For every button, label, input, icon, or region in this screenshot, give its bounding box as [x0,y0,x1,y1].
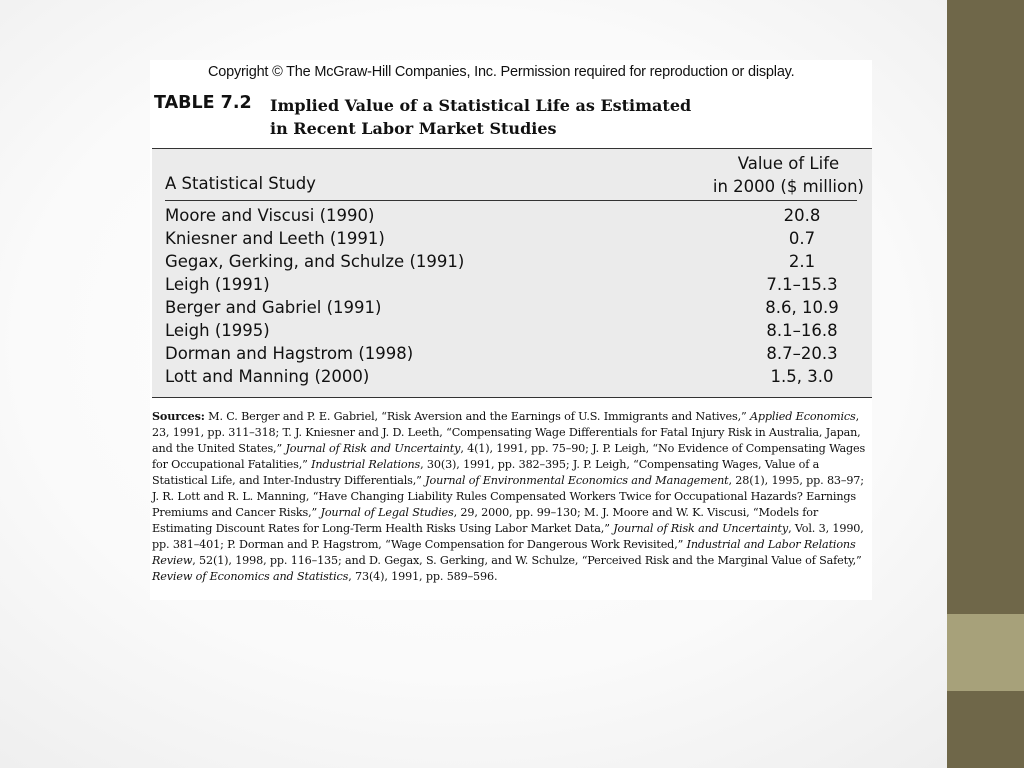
value-cell: 8.6, 10.9 [765,298,839,317]
journal-title: Review of Economics and Statistics [152,570,349,583]
sidebar-accent-block [947,614,1024,691]
sources-text: , Vol. 3, 1990, pp. 381–401; P. Dorman and P. Hagstrom, “Wage Compensation for Dangerous Work Revisited,” [152,522,864,551]
journal-title: Applied Economics [749,410,856,423]
sources-text: M. C. Berger and P. E. Gabriel, “Risk Aversion and the Earnings of U.S. Immigrants and Natives,” [204,410,750,423]
journal-title: Journal of Risk and Uncertainty [613,522,789,535]
value-cell: 1.5, 3.0 [770,367,834,386]
table-number: TABLE 7.2 [154,93,252,113]
table-image [150,60,872,600]
study-cell: Leigh (1995) [165,321,270,340]
value-cell: 8.1–16.8 [766,321,838,340]
study-cell: Moore and Viscusi (1990) [165,206,375,225]
sources-text: , 23, 1991, pp. 311–318; T. J. Kniesner and J. D. Leeth, “Compensating Wage Differentials for Fatal Injury Risk in Australia, Japan, and the United States,” [152,410,861,455]
value-cell: 7.1–15.3 [766,275,838,294]
journal-title: Industrial Relations [311,458,421,471]
sources-text: , 29, 2000, pp. 99–130; M. J. Moore and W. K. Viscusi, “Models for Estimating Discount Rates for Long-Term Health Risks Using Labor Market Data,” [152,506,819,535]
journal-title: Industrial and Labor Relations Review [152,538,856,567]
table-title: Implied Value of a Statistical Life as Estimated in Recent Labor Market Studies [270,96,692,138]
table-body [152,205,872,389]
column-header-value [713,152,864,198]
table-row [152,343,872,366]
column-header-value-line2: in 2000 ($ million) [712,177,864,196]
table-row [152,228,872,251]
column-header-value-line1: Value of Life [737,154,840,173]
sources-note [152,408,870,585]
study-cell: Berger and Gabriel (1991) [165,298,382,317]
copyright-notice: Copyright © The McGraw-Hill Companies, Inc. Permission required for reproduction or display. [208,64,795,80]
table-row [152,205,872,228]
table-row [152,251,872,274]
table-row [152,274,872,297]
header-divider [165,200,857,201]
value-cell: 8.7–20.3 [766,344,838,363]
sources-text: , 52(1), 1998, pp. 116–135; and D. Gegax, S. Gerking, and W. Schulze, “Perceived Risk and the Marginal Value of Safety,” [192,554,862,567]
table-row [152,366,872,389]
sources-text: , 30(3), 1991, pp. 382–395; J. P. Leigh, “Compensating Wages, Value of a Statistical Life, and Inter-Industry Differentials,” [152,458,820,487]
sources-text: , 28(1), 1995, pp. 83–97; J. R. Lott and R. L. Manning, “Have Changing Liability Rules Compensated Workers Twice for Occupational Hazards? Earnings Premiums and Cancer Risks,” [152,474,864,519]
table-row [152,297,872,320]
value-cell: 20.8 [783,206,821,225]
sources-label: Sources: [152,409,205,423]
study-cell: Leigh (1991) [165,275,270,294]
column-header-study: A Statistical Study [165,174,316,193]
journal-title: Journal of Environmental Economics and Management [425,474,729,487]
journal-title: Journal of Risk and Uncertainty [285,442,461,455]
sources-text: , 73(4), 1991, pp. 589–596. [348,570,498,583]
study-cell: Lott and Manning (2000) [165,367,370,386]
table-row [152,320,872,343]
journal-title: Journal of Legal Studies [320,506,454,519]
sources-text: , 4(1), 1991, pp. 75–90; J. P. Leigh, “No Evidence of Compensating Wages for Occupational Fatalities,” [152,442,866,471]
study-cell: Gegax, Gerking, and Schulze (1991) [165,252,465,271]
data-table [152,148,872,398]
study-cell: Kniesner and Leeth (1991) [165,229,385,248]
study-cell: Dorman and Hagstrom (1998) [165,344,414,363]
value-cell: 2.1 [788,252,816,271]
value-cell: 0.7 [788,229,816,248]
